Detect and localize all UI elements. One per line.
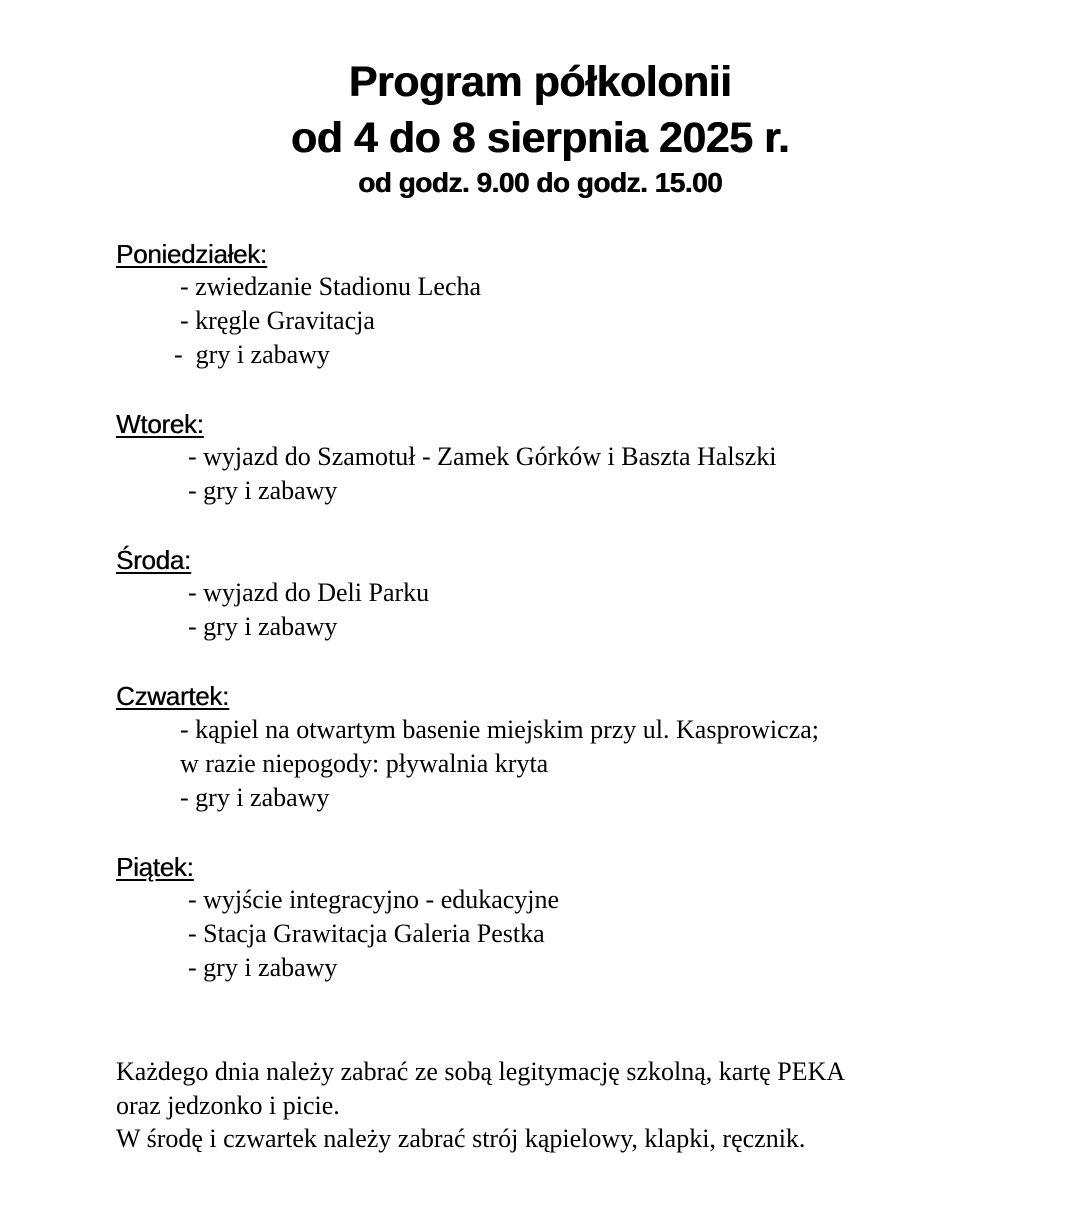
note-line: Każdego dnia należy zabrać ze sobą legitymację szkolną, kartę PEKA: [116, 1057, 846, 1086]
document-title: Program półkolonii: [348, 58, 732, 106]
day-heading-friday: Piątek:: [116, 852, 194, 882]
list-item: - kąpiel na otwartym basenie miejskim przy ul. Kasprowicza;: [180, 715, 819, 744]
date-range: od 4 do 8 sierpnia 2025 r.: [290, 114, 790, 162]
list-item: - wyjazd do Szamotuł - Zamek Górków i Baszta Halszki: [188, 442, 777, 471]
list-item: - gry i zabawy: [180, 783, 330, 812]
list-item: - wyjazd do Deli Parku: [188, 578, 430, 607]
list-item: - kręgle Gravitacja: [180, 306, 375, 335]
list-item: - zwiedzanie Stadionu Lecha: [180, 272, 482, 301]
day-heading-tuesday: Wtorek:: [116, 409, 204, 439]
hours: od godz. 9.00 do godz. 15.00: [357, 167, 723, 198]
list-item: - gry i zabawy: [174, 340, 330, 369]
list-item: - gry i zabawy: [188, 476, 338, 505]
list-item: - gry i zabawy: [188, 612, 338, 641]
list-item: - Stacja Grawitacja Galeria Pestka: [188, 919, 545, 948]
day-heading-monday: Poniedziałek:: [116, 239, 267, 269]
note-line: W środę i czwartek należy zabrać strój kąpielowy, klapki, ręcznik.: [116, 1124, 806, 1153]
list-item: - wyjście integracyjno - edukacyjne: [188, 885, 560, 914]
list-item: - gry i zabawy: [188, 953, 338, 982]
day-heading-thursday: Czwartek:: [116, 681, 229, 711]
note-line: oraz jedzonko i picie.: [116, 1091, 340, 1120]
day-heading-wednesday: Środa:: [116, 545, 191, 575]
list-item: w razie niepogody: pływalnia kryta: [180, 749, 549, 778]
